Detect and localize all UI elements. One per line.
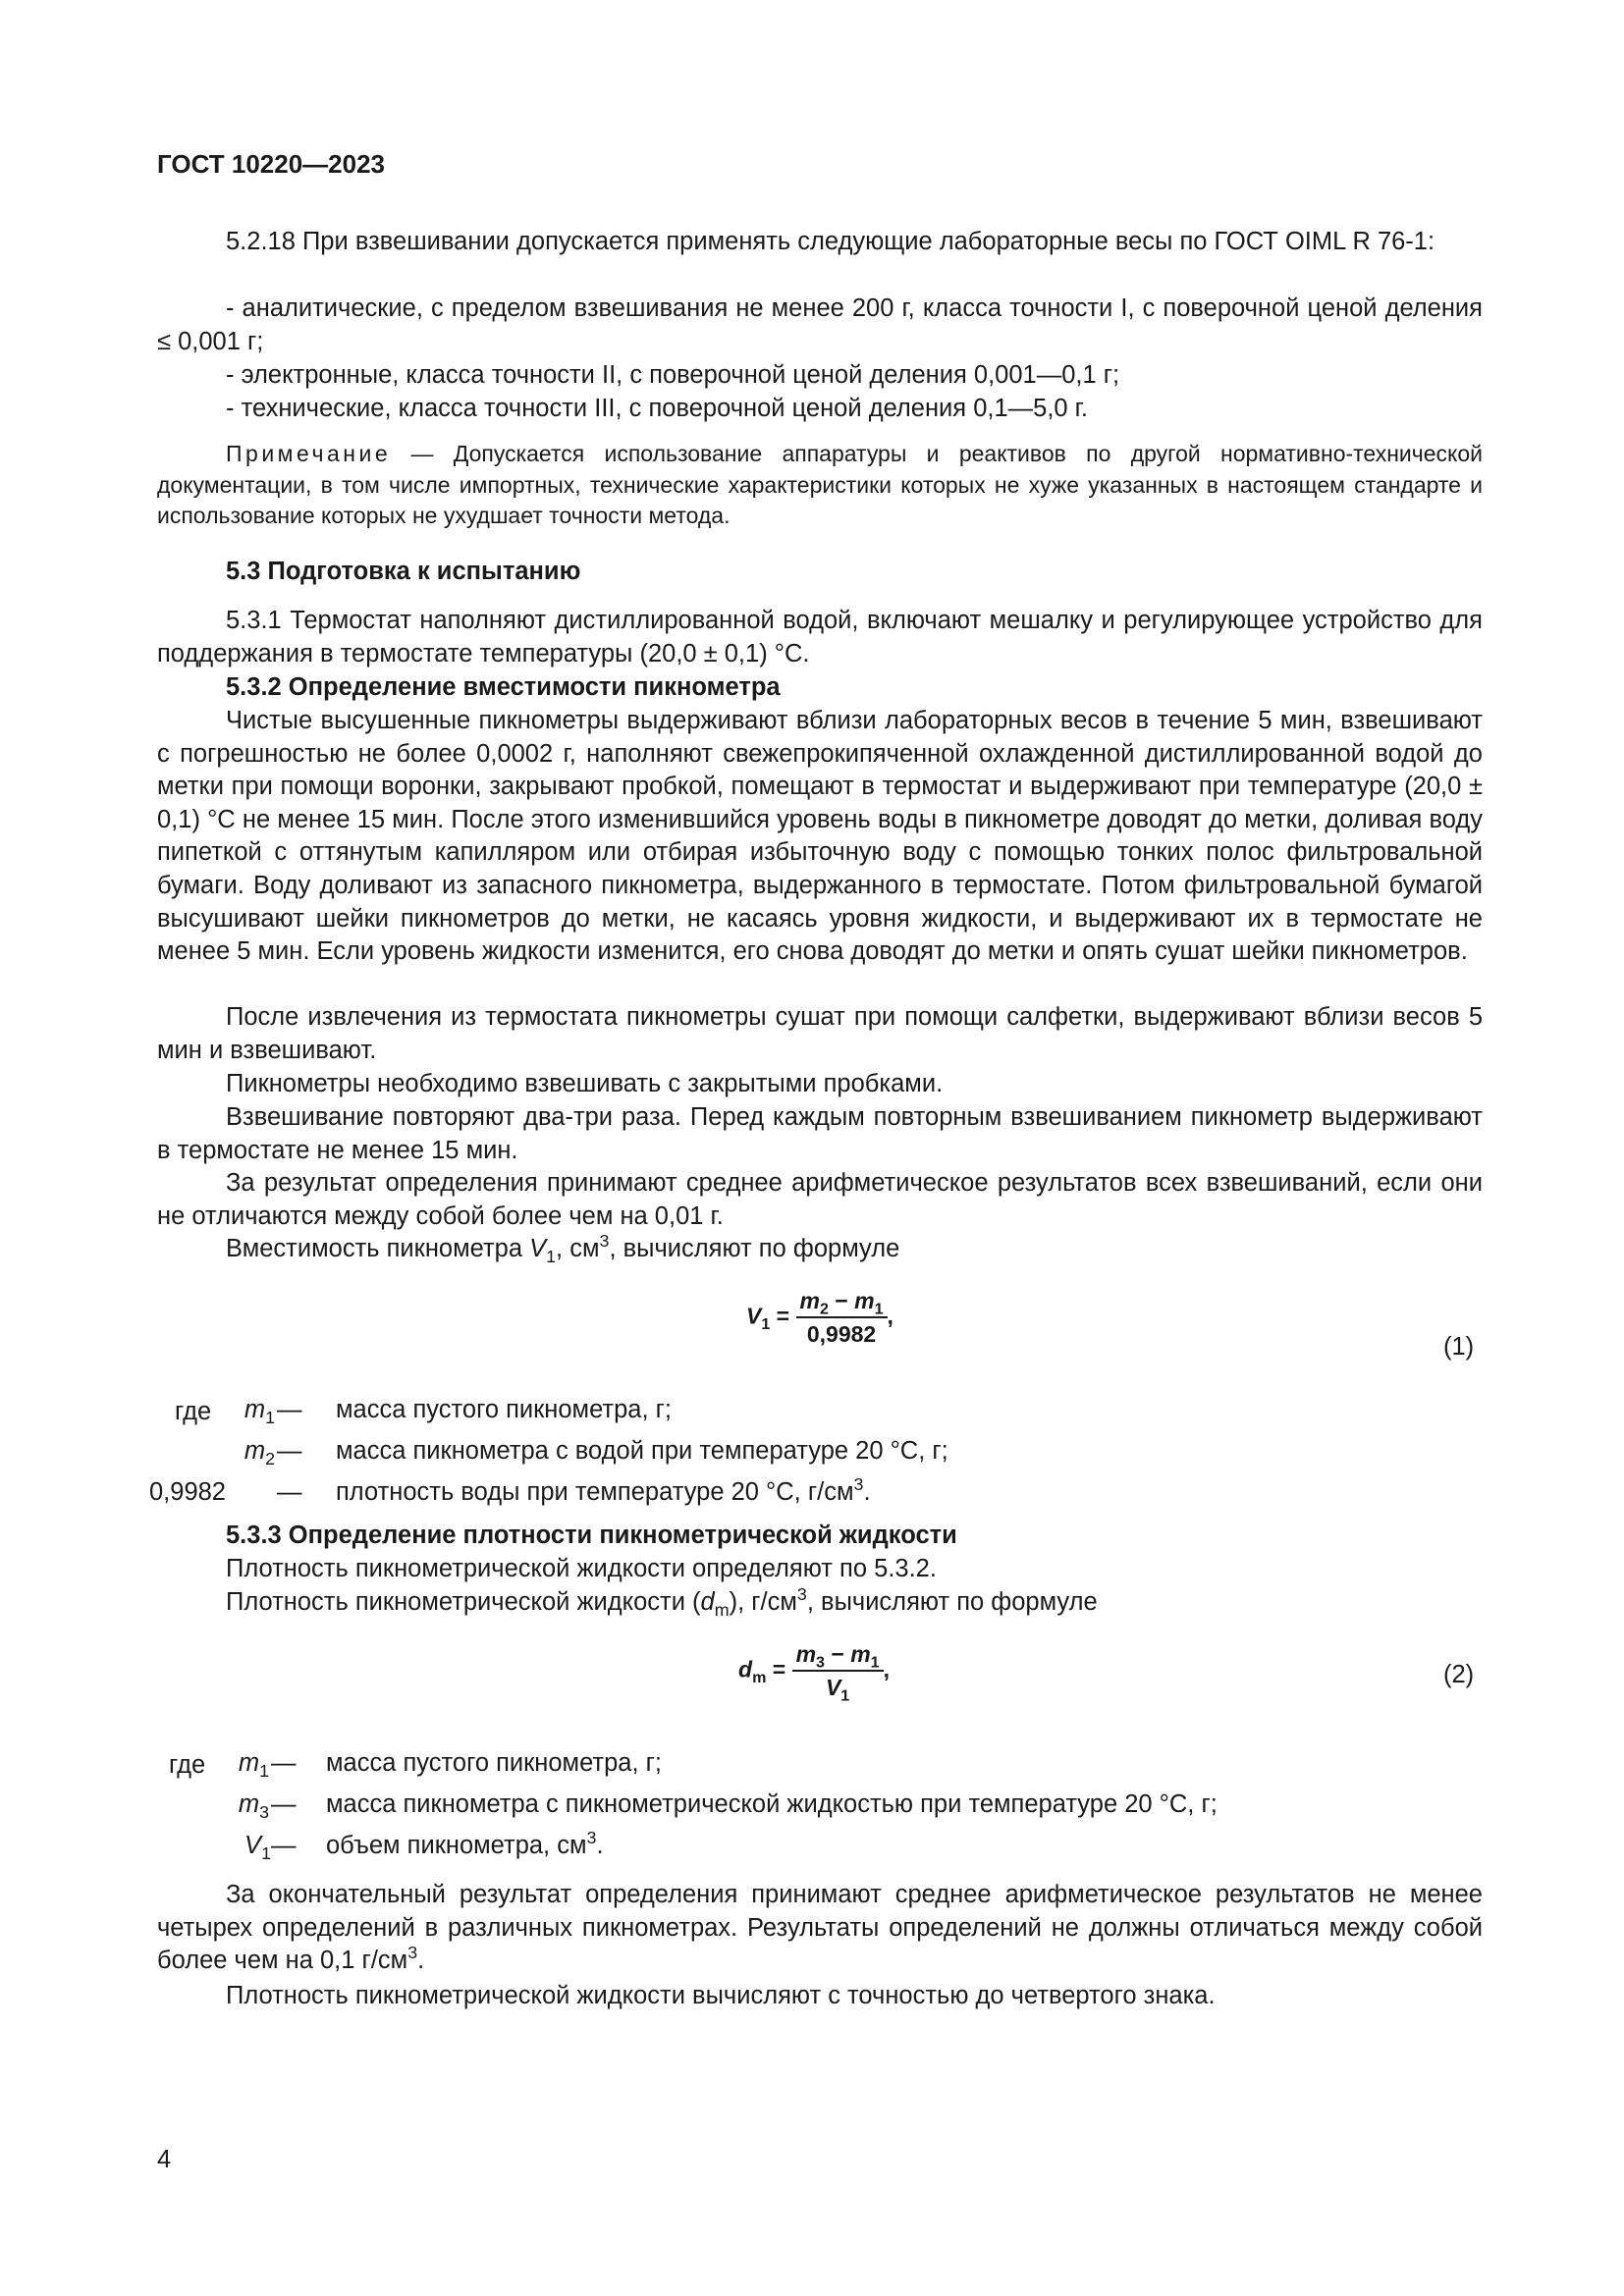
legend-2-desc-v1: объем пикнометра, $см^3$. — [326, 1828, 604, 1859]
legend-1-desc-m2: масса пикнометра с водой при температуре 20 °C, г; — [336, 1437, 948, 1465]
legend-1-dash: — — [277, 1478, 302, 1506]
formula-2-intro: Плотность пикнометрической жидкости $(d_m)$, $г/см^3$, вычисляют по формуле — [226, 1584, 1098, 1621]
list-item-technical: - технические, класса точности III, с поверочной ценой деления 0,1—5,0 г. — [226, 395, 1088, 422]
paragraph-5-3-2-repeat: Взвешивание повторяют два-три раза. Перед каждым повторным взвешиванием пикнометр выдерживают в термостате не менее 15 мин. — [157, 1103, 1483, 1164]
legend-1-desc-m1: масса пустого пикнометра, г; — [336, 1396, 673, 1423]
paragraph-final-result: За окончательный результат определения принимают среднее арифметическое результатов не менее четырех определений в различных пикнометрах. Результаты определений не должны отличаться между собой более чем на 0,1 $г/см^3$. — [157, 1881, 1483, 1975]
legend-2-where: где — [169, 1751, 206, 1779]
document-header: ГОСТ 10220—2023 — [157, 149, 385, 179]
legend-2-symbol-m3: $m_3$ — [238, 1790, 269, 1823]
paragraph-5-3-2-stoppers: Пикнометры необходимо взвешивать с закрытыми пробками. — [226, 1070, 944, 1097]
legend-1-dash: — — [277, 1396, 302, 1423]
paragraph-5-2-18: 5.2.18 При взвешивании допускается применять следующие лабораторные весы по ГОСТ OIML R 76-1: — [226, 228, 1435, 255]
legend-2-desc-m3: масса пикнометра с пикнометрической жидкостью при температуре 20 °C, г; — [326, 1790, 1218, 1818]
note-label: Примечание — [226, 441, 392, 466]
legend-1-symbol-m1: $m_1$ — [244, 1396, 275, 1428]
formula-2-fraction: $\frac{m_3 - m_1}{V_1}$ — [792, 1641, 884, 1701]
note-text: — Допускается использование аппаратуры и реактивов по другой нормативно-технической документации, в том числе импортных, технические характеристики которых не хуже указанных в настоящем стандарте и использование которых не ухудшает точности метода. — [157, 441, 1483, 528]
legend-2-desc-m1: масса пустого пикнометра, г; — [326, 1749, 663, 1777]
note — [157, 439, 1483, 532]
paragraph-5-3-2-result: За результат определения принимают среднее арифметическое результатов всех взвешиваний, если они не отличаются между собой более чем на 0,01 г. — [157, 1169, 1483, 1230]
section-5-3-2-title: 5.3.2 Определение вместимости пикнометра — [226, 673, 781, 701]
list-item-analytic: - аналитические, с пределом взвешивания не менее 200 г, класса точности I, с поверочной ценой деления ≤ 0,001 г; — [157, 294, 1483, 355]
paragraph-final-precision: Плотность пикнометрической жидкости вычисляют с точностью до четвертого знака. — [226, 1982, 1216, 2009]
formula-1: $V_1$ = $\frac{m_2 - m_1}{0,9982}$ , — [746, 1288, 893, 1347]
legend-2-dash: — — [271, 1749, 297, 1777]
legend-1-symbol-water: 0,9982 — [149, 1478, 226, 1506]
legend-1-desc-water: плотность воды при температуре 20 °C, $г/см^3$. — [336, 1474, 871, 1506]
legend-1-symbol-m2: $m_2$ — [244, 1437, 275, 1469]
section-5-3-title: 5.3 Подготовка к испытанию — [226, 558, 581, 585]
paragraph-5-3-2-drying: После извлечения из термостата пикнометры сушат при помощи салфетки, выдерживают вблизи весов 5 мин и взвешивают. — [157, 1003, 1483, 1064]
legend-2-dash: — — [271, 1790, 297, 1818]
paragraph-5-3-1: 5.3.1 Термостат наполняют дистиллированной водой, включают мешалку и регулирующее устройство для поддержания в термостате температуры (20,0 ± 0,1) °C. — [157, 607, 1483, 667]
legend-2-symbol-m1: $m_1$ — [238, 1749, 269, 1782]
legend-2-dash: — — [271, 1832, 297, 1859]
paragraph-5-3-3-ref: Плотность пикнометрической жидкости определяют по 5.3.2. — [226, 1555, 937, 1582]
formula-1-number: (1) — [1443, 1333, 1475, 1361]
section-5-3-3-title: 5.3.3 Определение плотности пикнометрической жидкости — [226, 1522, 957, 1549]
legend-1-dash: — — [277, 1437, 302, 1465]
formula-1-intro: Вместимость пикнометра $V_1$, $см^3$, вычисляют по формуле — [226, 1231, 900, 1267]
paragraph-5-3-2-main: Чистые высушенные пикнометры выдерживают вблизи лабораторных весов в течение 5 мин, взвешивают с погрешностью не более 0,0002 г, наполняют свежепрокипяченной охлажденной дистиллированной водой до метки при помощи воронки, закрывают пробкой, помещают в термостат и выдерживают при температуре (20,0 ± 0,1) °C не менее 15 мин. После этого изменившийся уровень воды в пикнометре доводят до метки, доливая воду пипеткой с оттянутым капилляром или отбирая избыточную воду с помощью тонких полос фильтровальной бумаги. Воду доливают из запасного пикнометра, выдержанного в термостате. Потом фильтровальной бумагой высушивают шейки пикнометров до метки, не касаясь уровня жидкости, и выдерживают их в термостате не менее 5 мин. Если уровень жидкости изменится, его снова доводят до метки и опять сушат шейки пикнометров. — [157, 707, 1483, 966]
formula-1-fraction: $\frac{m_2 - m_1}{0,9982}$ — [796, 1288, 888, 1348]
formula-2: $d_m$ = $\frac{m_3 - m_1}{V_1}$ , — [738, 1641, 891, 1705]
formula-2-number: (2) — [1443, 1661, 1475, 1688]
page-number: 4 — [157, 2146, 172, 2173]
legend-1-where: где — [175, 1398, 212, 1425]
list-item-electronic: - электронные, класса точности II, с поверочной ценой деления 0,001—0,1 г; — [226, 361, 1120, 389]
legend-2-symbol-v1: $V_1$ — [244, 1832, 271, 1864]
